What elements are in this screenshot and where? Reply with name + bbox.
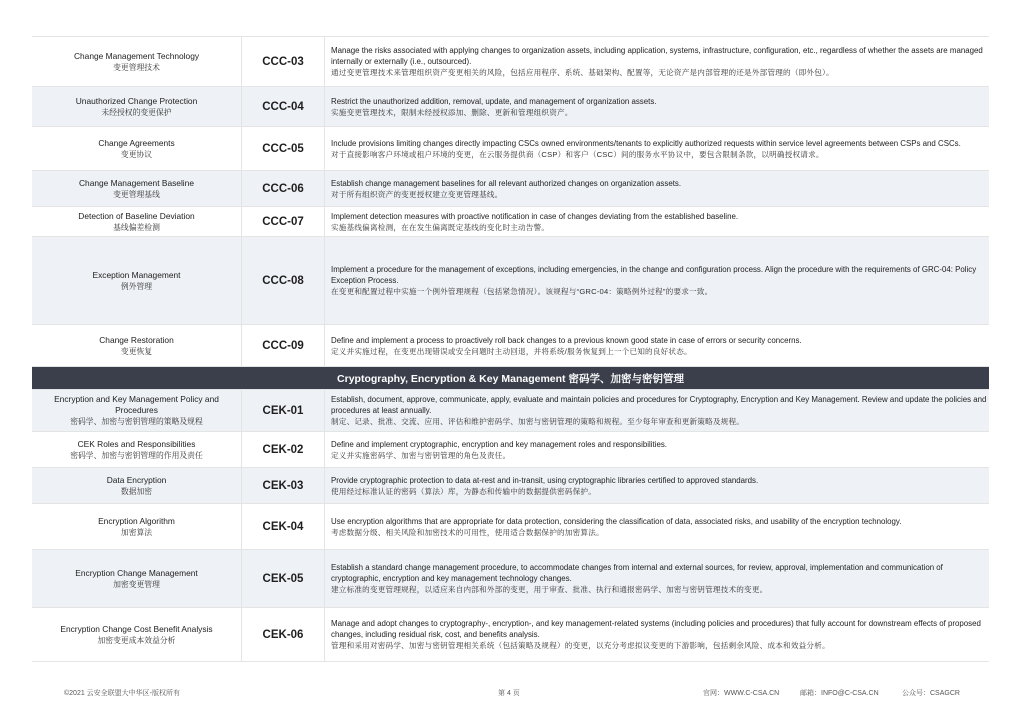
table-row xyxy=(32,237,989,325)
control-desc-zh: 定义并实施过程，在变更出现错误或安全问题时主动回退，并将系统/服务恢复到上一个已知的良好状态。 xyxy=(331,346,692,356)
control-desc-zh: 通过变更管理技术来管理组织资产变更相关的风险，包括应用程序、系统、基础架构、配置等，无论资产是内部管理的还是外部管理的（即外包）。 xyxy=(331,68,834,77)
control-desc-cell xyxy=(325,207,989,236)
control-name-en: Change Agreements xyxy=(98,137,175,148)
control-name-en: Change Management Baseline xyxy=(78,177,194,188)
control-name-cell xyxy=(32,390,242,431)
control-id: CEK-05 xyxy=(242,550,325,607)
control-desc-en: Manage and adopt changes to cryptography-, encryption-, and key management-related systems (including policies and procedures) that fully account for downstream effects of proposed changes, including residual risk, cost, and benefits analysis. xyxy=(331,619,981,639)
control-name-en: Data Encryption xyxy=(106,474,167,485)
footer-copyright: ©2021 云安全联盟大中华区-版权所有 xyxy=(64,690,181,697)
control-desc-zh: 使用经过标准认证的密码（算法）库，为静态和传输中的数据提供密码保护。 xyxy=(331,486,596,496)
control-id: CCC-09 xyxy=(242,325,325,366)
control-desc-en: Restrict the unauthorized addition, removal, update, and management of organization assets. xyxy=(331,96,657,106)
control-name-cell xyxy=(32,87,242,126)
control-desc-en: Implement a procedure for the management of exceptions, including emergencies, in the change and configuration process. Align the procedure with the requirements of GRC-04: Policy Exception Process. xyxy=(331,265,977,285)
table-row xyxy=(32,432,989,468)
control-name-zh: 变更协议 xyxy=(120,149,153,159)
control-name-cell xyxy=(32,127,242,170)
control-name-cell xyxy=(32,325,242,366)
control-name-zh: 变更管理技术 xyxy=(113,62,160,72)
control-id: CEK-03 xyxy=(242,468,325,503)
control-id: CCC-03 xyxy=(242,37,325,86)
control-name-zh: 例外管理 xyxy=(120,281,153,291)
table-row xyxy=(32,325,989,367)
control-desc-cell xyxy=(325,504,989,549)
table-row xyxy=(32,550,989,608)
control-name-cell xyxy=(32,237,242,324)
control-id: CCC-04 xyxy=(242,87,325,126)
controls-table xyxy=(32,36,989,662)
control-desc-cell xyxy=(325,171,989,206)
control-name-zh: 加密算法 xyxy=(120,527,153,537)
control-desc-zh: 实施变更管理技术，限制未经授权添加、删除、更新和管理组织资产。 xyxy=(331,107,573,117)
control-id: CCC-06 xyxy=(242,171,325,206)
control-name-zh: 基线偏差检测 xyxy=(113,222,160,232)
footer-wechat: 公众号：CSAGCR xyxy=(902,690,960,697)
control-name-en: Encryption Change Management xyxy=(75,567,198,578)
table-row xyxy=(32,207,989,237)
control-desc-en: Use encryption algorithms that are appropriate for data protection, considering the classification of data, associated risks, and usability of the encryption technology. xyxy=(331,516,902,526)
control-desc-cell xyxy=(325,608,989,661)
control-name-cell xyxy=(32,171,242,206)
control-desc-cell xyxy=(325,37,989,86)
control-name-en: Encryption Change Cost Benefit Analysis xyxy=(60,623,213,634)
control-desc-cell xyxy=(325,325,989,366)
control-desc-en: Establish, document, approve, communicate, apply, evaluate and maintain policies and procedures for Cryptography, Encryption and Key Management. Review and update the policies and procedures at least annually. xyxy=(331,395,987,415)
control-desc-en: Manage the risks associated with applying changes to organization assets, including application, systems, infrastructure, configuration, etc., regardless of whether the assets are managed internally or externally (i.e., outsourced). xyxy=(331,46,983,66)
table-row xyxy=(32,504,989,550)
table-row xyxy=(32,171,989,207)
control-desc-en: Establish change management baselines for all relevant authorized changes on organization assets. xyxy=(331,178,682,188)
control-desc-zh: 考虑数据分级、相关风险和加密技术的可用性，使用适合数据保护的加密算法。 xyxy=(331,527,604,537)
footer-page-number: 第 4 页 xyxy=(498,690,520,697)
table-row xyxy=(32,37,989,87)
control-desc-zh: 定义并实施密码学、加密与密钥管理的角色及责任。 xyxy=(331,450,511,460)
control-desc-cell xyxy=(325,87,989,126)
control-name-cell xyxy=(32,504,242,549)
control-id: CCC-05 xyxy=(242,127,325,170)
control-name-zh: 密码学、加密与密钥管理的策略及规程 xyxy=(70,417,203,426)
control-name-zh: 密码学、加密与密钥管理的作用及责任 xyxy=(70,450,203,460)
control-name-en: Exception Management xyxy=(92,269,181,280)
control-desc-zh: 对于所有组织资产的变更授权建立变更管理基线。 xyxy=(331,189,503,199)
control-name-en: Encryption Algorithm xyxy=(98,515,175,526)
table-row xyxy=(32,608,989,662)
table-row xyxy=(32,390,989,432)
footer-email[interactable]: 邮箱：INFO@C-CSA.CN xyxy=(800,690,879,697)
control-name-cell xyxy=(32,207,242,236)
control-desc-en: Include provisions limiting changes directly impacting CSCs owned environments/tenants to explicitly authorized requests within service level agreements between CSPs and CSCs. xyxy=(331,138,961,148)
page-footer xyxy=(0,688,1024,702)
control-name-cell xyxy=(32,550,242,607)
control-desc-cell xyxy=(325,127,989,170)
table-row xyxy=(32,468,989,504)
control-desc-zh: 管理和采用对密码学、加密与密钥管理相关系统（包括策略及规程）的变更，以充分考虑拟议变更的下游影响，包括剩余风险、成本和效益分析。 xyxy=(331,641,830,650)
control-name-zh: 加密变更成本效益分析 xyxy=(97,635,176,645)
control-name-cell xyxy=(32,608,242,661)
control-desc-zh: 建立标准的变更管理规程，以适应来自内部和外部的变更，用于审查、批准、执行和通报密码学、加密与密钥管理技术的变更。 xyxy=(331,585,768,594)
control-name-en: CEK Roles and Responsibilities xyxy=(77,438,196,449)
control-desc-en: Establish a standard change management procedure, to accommodate changes from internal and external sources, for review, approval, implementation and communication of cryptographic, encryption and key management technology changes. xyxy=(331,563,943,583)
control-name-zh: 加密变更管理 xyxy=(113,579,160,589)
control-desc-zh: 在变更和配置过程中实施一个例外管理规程（包括紧急情况）。该规程与“GRC-04：策略例外过程”的要求一致。 xyxy=(331,287,713,296)
control-id: CEK-06 xyxy=(242,608,325,661)
control-name-en: Detection of Baseline Deviation xyxy=(78,210,195,221)
control-desc-cell xyxy=(325,390,989,431)
control-name-en: Encryption and Key Management Policy and Procedures xyxy=(54,394,219,415)
control-name-zh: 未经授权的变更保护 xyxy=(101,107,172,117)
control-id: CEK-04 xyxy=(242,504,325,549)
control-name-zh: 变更管理基线 xyxy=(113,189,160,199)
control-desc-zh: 制定、记录、批准、交流、应用、评估和维护密码学、加密与密钥管理的策略和规程。至少每年审查和更新策略及规程。 xyxy=(331,417,745,426)
control-desc-zh: 对于直接影响客户环境或租户环境的变更，在云服务提供商（CSP）和客户（CSC）间的服务水平协议中，要包含限制条款，以明确授权请求。 xyxy=(331,149,824,159)
control-desc-cell xyxy=(325,237,989,324)
control-desc-zh: 实施基线偏离检测，在在发生偏离既定基线的变化时主动告警。 xyxy=(331,222,550,232)
control-name-cell xyxy=(32,468,242,503)
control-name-cell xyxy=(32,37,242,86)
control-name-en: Change Restoration xyxy=(99,334,174,345)
control-name-cell xyxy=(32,432,242,467)
control-name-en: Unauthorized Change Protection xyxy=(75,95,198,106)
control-id: CCC-08 xyxy=(242,237,325,324)
control-id: CEK-01 xyxy=(242,390,325,431)
control-desc-en: Define and implement cryptographic, encryption and key management roles and responsibilities. xyxy=(331,439,667,449)
table-row xyxy=(32,127,989,171)
control-name-en: Change Management Technology xyxy=(73,50,200,61)
table-row xyxy=(32,87,989,127)
control-desc-cell xyxy=(325,432,989,467)
control-desc-en: Define and implement a process to proactively roll back changes to a previous known good state in case of errors or security concerns. xyxy=(331,335,802,345)
control-desc-en: Provide cryptographic protection to data at-rest and in-transit, using cryptographic libraries certified to approved standards. xyxy=(331,475,759,485)
control-name-zh: 数据加密 xyxy=(120,486,153,496)
control-desc-cell xyxy=(325,468,989,503)
footer-website[interactable]: 官网：WWW.C-CSA.CN xyxy=(703,690,780,697)
control-desc-en: Implement detection measures with proactive notification in case of changes deviating from the established baseline. xyxy=(331,211,739,221)
control-desc-cell xyxy=(325,550,989,607)
section-header: Cryptography, Encryption & Key Management 密码学、加密与密钥管理 xyxy=(32,367,989,390)
control-id: CEK-02 xyxy=(242,432,325,467)
control-id: CCC-07 xyxy=(242,207,325,236)
control-name-zh: 变更恢复 xyxy=(120,346,153,356)
